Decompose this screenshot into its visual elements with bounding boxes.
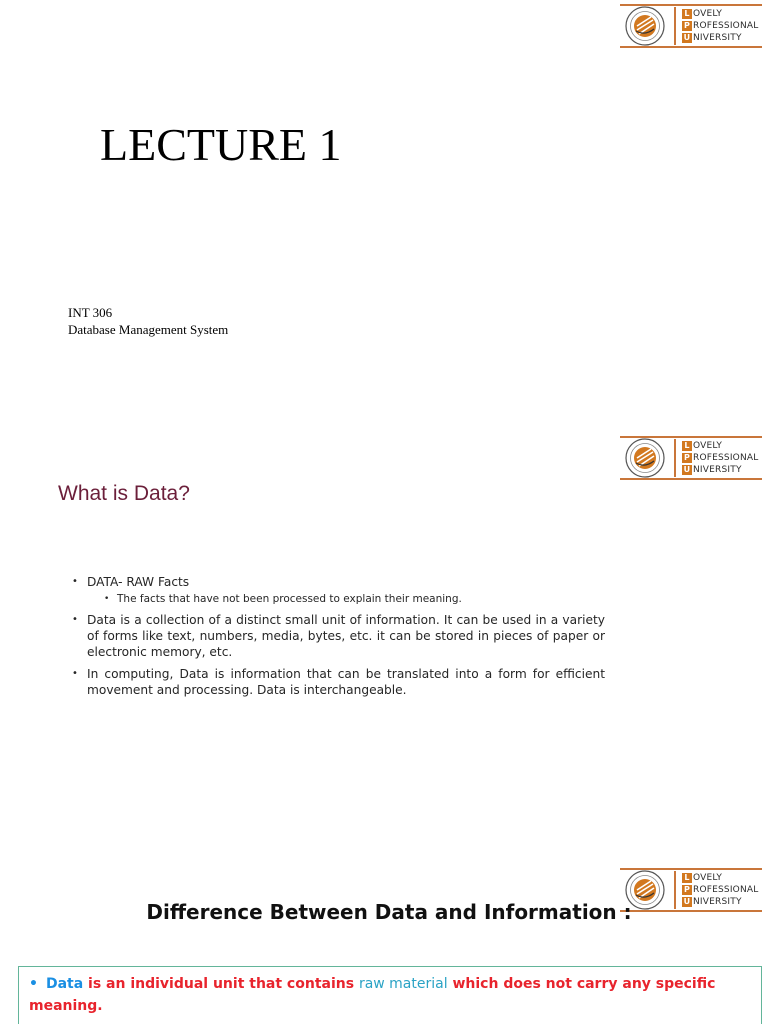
bullet-list (70, 574, 605, 704)
lpu-seal-icon (624, 437, 666, 479)
definition-text-1: is an individual unit that contains (83, 976, 359, 992)
definition-text-2: which does not carry any specific meaning. (29, 976, 716, 1014)
course-code: INT 306 (68, 305, 113, 320)
sub-bullet-list (87, 592, 605, 606)
slide-title: Difference Between Data and Information : (146, 900, 632, 924)
logo-word-university: NIVERSITY (693, 465, 742, 475)
logo-letter-p: P (683, 885, 691, 894)
logo-wordmark (682, 8, 758, 44)
logo-wordmark (682, 440, 758, 476)
keyword-raw-material: raw material (358, 976, 448, 992)
logo-divider (674, 7, 676, 45)
logo-word-lovely: OVELY (693, 441, 723, 451)
definition-box (18, 966, 762, 1024)
logo-letter-u: U (683, 465, 691, 474)
logo-word-professional: ROFESSIONAL (693, 885, 759, 895)
bullet-text: DATA- RAW Facts (87, 575, 190, 589)
slide-what-is-data (0, 432, 768, 864)
list-item: • In computing, Data is information that can be translated into a form for efficient movement and processing. Data is interchangeable. (70, 666, 605, 698)
lpu-logo (620, 4, 762, 48)
course-name: Database Management System (68, 322, 229, 337)
definition-point (29, 973, 729, 1017)
keyword-data: Data (45, 976, 84, 992)
logo-letter-l: L (682, 9, 692, 19)
logo-word-professional: ROFESSIONAL (693, 21, 759, 31)
bullet-glyph: • (29, 976, 38, 992)
slide-title: What is Data? (58, 482, 190, 505)
logo-word-university: NIVERSITY (693, 897, 742, 907)
logo-word-lovely: OVELY (693, 9, 723, 19)
lpu-logo (620, 436, 762, 480)
list-item (70, 574, 605, 606)
logo-word-professional: ROFESSIONAL (693, 453, 759, 463)
logo-letter-l: L (682, 873, 692, 883)
course-info (68, 304, 228, 338)
logo-letter-u: U (683, 33, 691, 42)
slide-lecture-title (0, 0, 768, 432)
logo-letter-u: U (683, 897, 691, 906)
logo-word-university: NIVERSITY (693, 33, 742, 43)
logo-letter-l: L (682, 441, 692, 451)
lecture-title: LECTURE 1 (100, 119, 342, 170)
logo-letter-p: P (683, 21, 691, 30)
lpu-seal-icon (624, 5, 666, 47)
logo-letter-p: P (683, 453, 691, 462)
slide-data-vs-information (0, 864, 768, 1024)
logo-divider (674, 439, 676, 477)
logo-word-lovely: OVELY (693, 873, 723, 883)
sub-list-item: • The facts that have not been processed to explain their meaning. (87, 592, 605, 606)
list-item: • Data is a collection of a distinct small unit of information. It can be used in a variety of forms like text, numbers, media, bytes, etc. it can be stored in pieces of paper or electronic memory, etc. (70, 612, 605, 660)
